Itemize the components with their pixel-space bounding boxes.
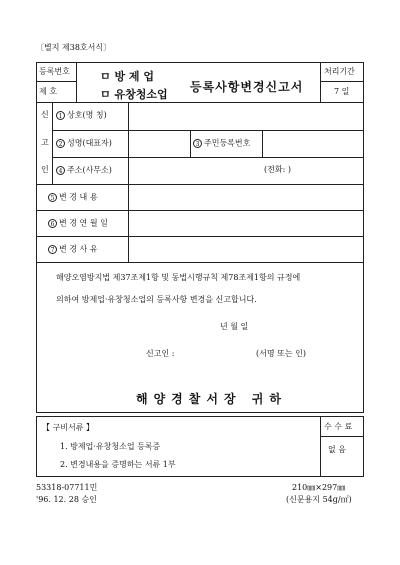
field-representative-label: 2 성명(대표자) [56, 139, 112, 148]
checkbox-bilge-cleaning[interactable]: ㅁ 유창청소업 [100, 88, 168, 101]
declaration-line-1: 해양오염방지법 제37조제1항 및 동법시행규칙 제78조제1항의 규정에 [56, 273, 301, 282]
processing-period-value: 7 일 [334, 87, 350, 96]
field-business-name-input[interactable] [130, 104, 362, 128]
field-change-details-input[interactable] [130, 186, 362, 208]
side-label-1: 신 [41, 110, 49, 119]
authority-addressee: 해양경찰서장 귀하 [136, 392, 287, 406]
paper-size: 210㎜×297㎜ [292, 483, 346, 492]
processing-period-label: 처리기간 [324, 67, 355, 76]
side-label-3: 인 [41, 165, 49, 174]
fee-label: 수 수 료 [324, 422, 353, 431]
field-address-label: 4 주소(사무소) [56, 166, 112, 175]
side-label-2: 고 [41, 138, 49, 147]
attachment-item-2: 2. 변경내용을 증명하는 서류 1부 [60, 460, 176, 469]
paper-type: (신문용지 54g/㎡) [286, 495, 352, 504]
attachments-heading: 【 구비서류 】 [42, 423, 94, 432]
declaration-line-2: 의하여 방제업·유창청소업의 등록사항 변경을 신고합니다. [56, 295, 257, 304]
approval-date: '96. 12. 28 승인 [36, 495, 97, 504]
field-resident-number-input[interactable] [264, 132, 362, 156]
form-code: 53318-07711민 [36, 483, 98, 492]
field-representative-input[interactable] [130, 132, 188, 156]
field-business-name-label: 1 상호(명 칭) [56, 111, 107, 120]
field-resident-number-label: 3 주민등록번호 [193, 139, 250, 148]
fee-value: 없 음 [328, 445, 346, 454]
field-change-date-label: 6 변 경 연 월 일 [48, 219, 108, 228]
field-change-reason-label: 7 변 경 사 유 [48, 245, 98, 254]
field-change-date-input[interactable] [130, 212, 362, 234]
reporter-label: 신고인 : [146, 349, 175, 358]
field-change-details-label: 5 변 경 내 용 [48, 193, 98, 202]
attachment-item-1: 1. 방제업·유창청소업 등록증 [60, 442, 161, 451]
registration-number-field: 제 호 [39, 87, 57, 96]
signature-field[interactable]: (서명 또는 인) [256, 349, 306, 358]
field-phone[interactable]: (전화: ) [264, 165, 291, 174]
declaration-date[interactable]: 년 월 일 [220, 322, 249, 331]
registration-number-label: 등록번호 [39, 67, 70, 76]
form-title: 등록사항변경신고서 [190, 80, 304, 94]
form-label: 〔별지 제38호서식〕 [36, 43, 112, 52]
field-change-reason-input[interactable] [130, 238, 362, 260]
checkbox-spill-response[interactable]: ㅁ 방 제 업 [100, 70, 154, 83]
